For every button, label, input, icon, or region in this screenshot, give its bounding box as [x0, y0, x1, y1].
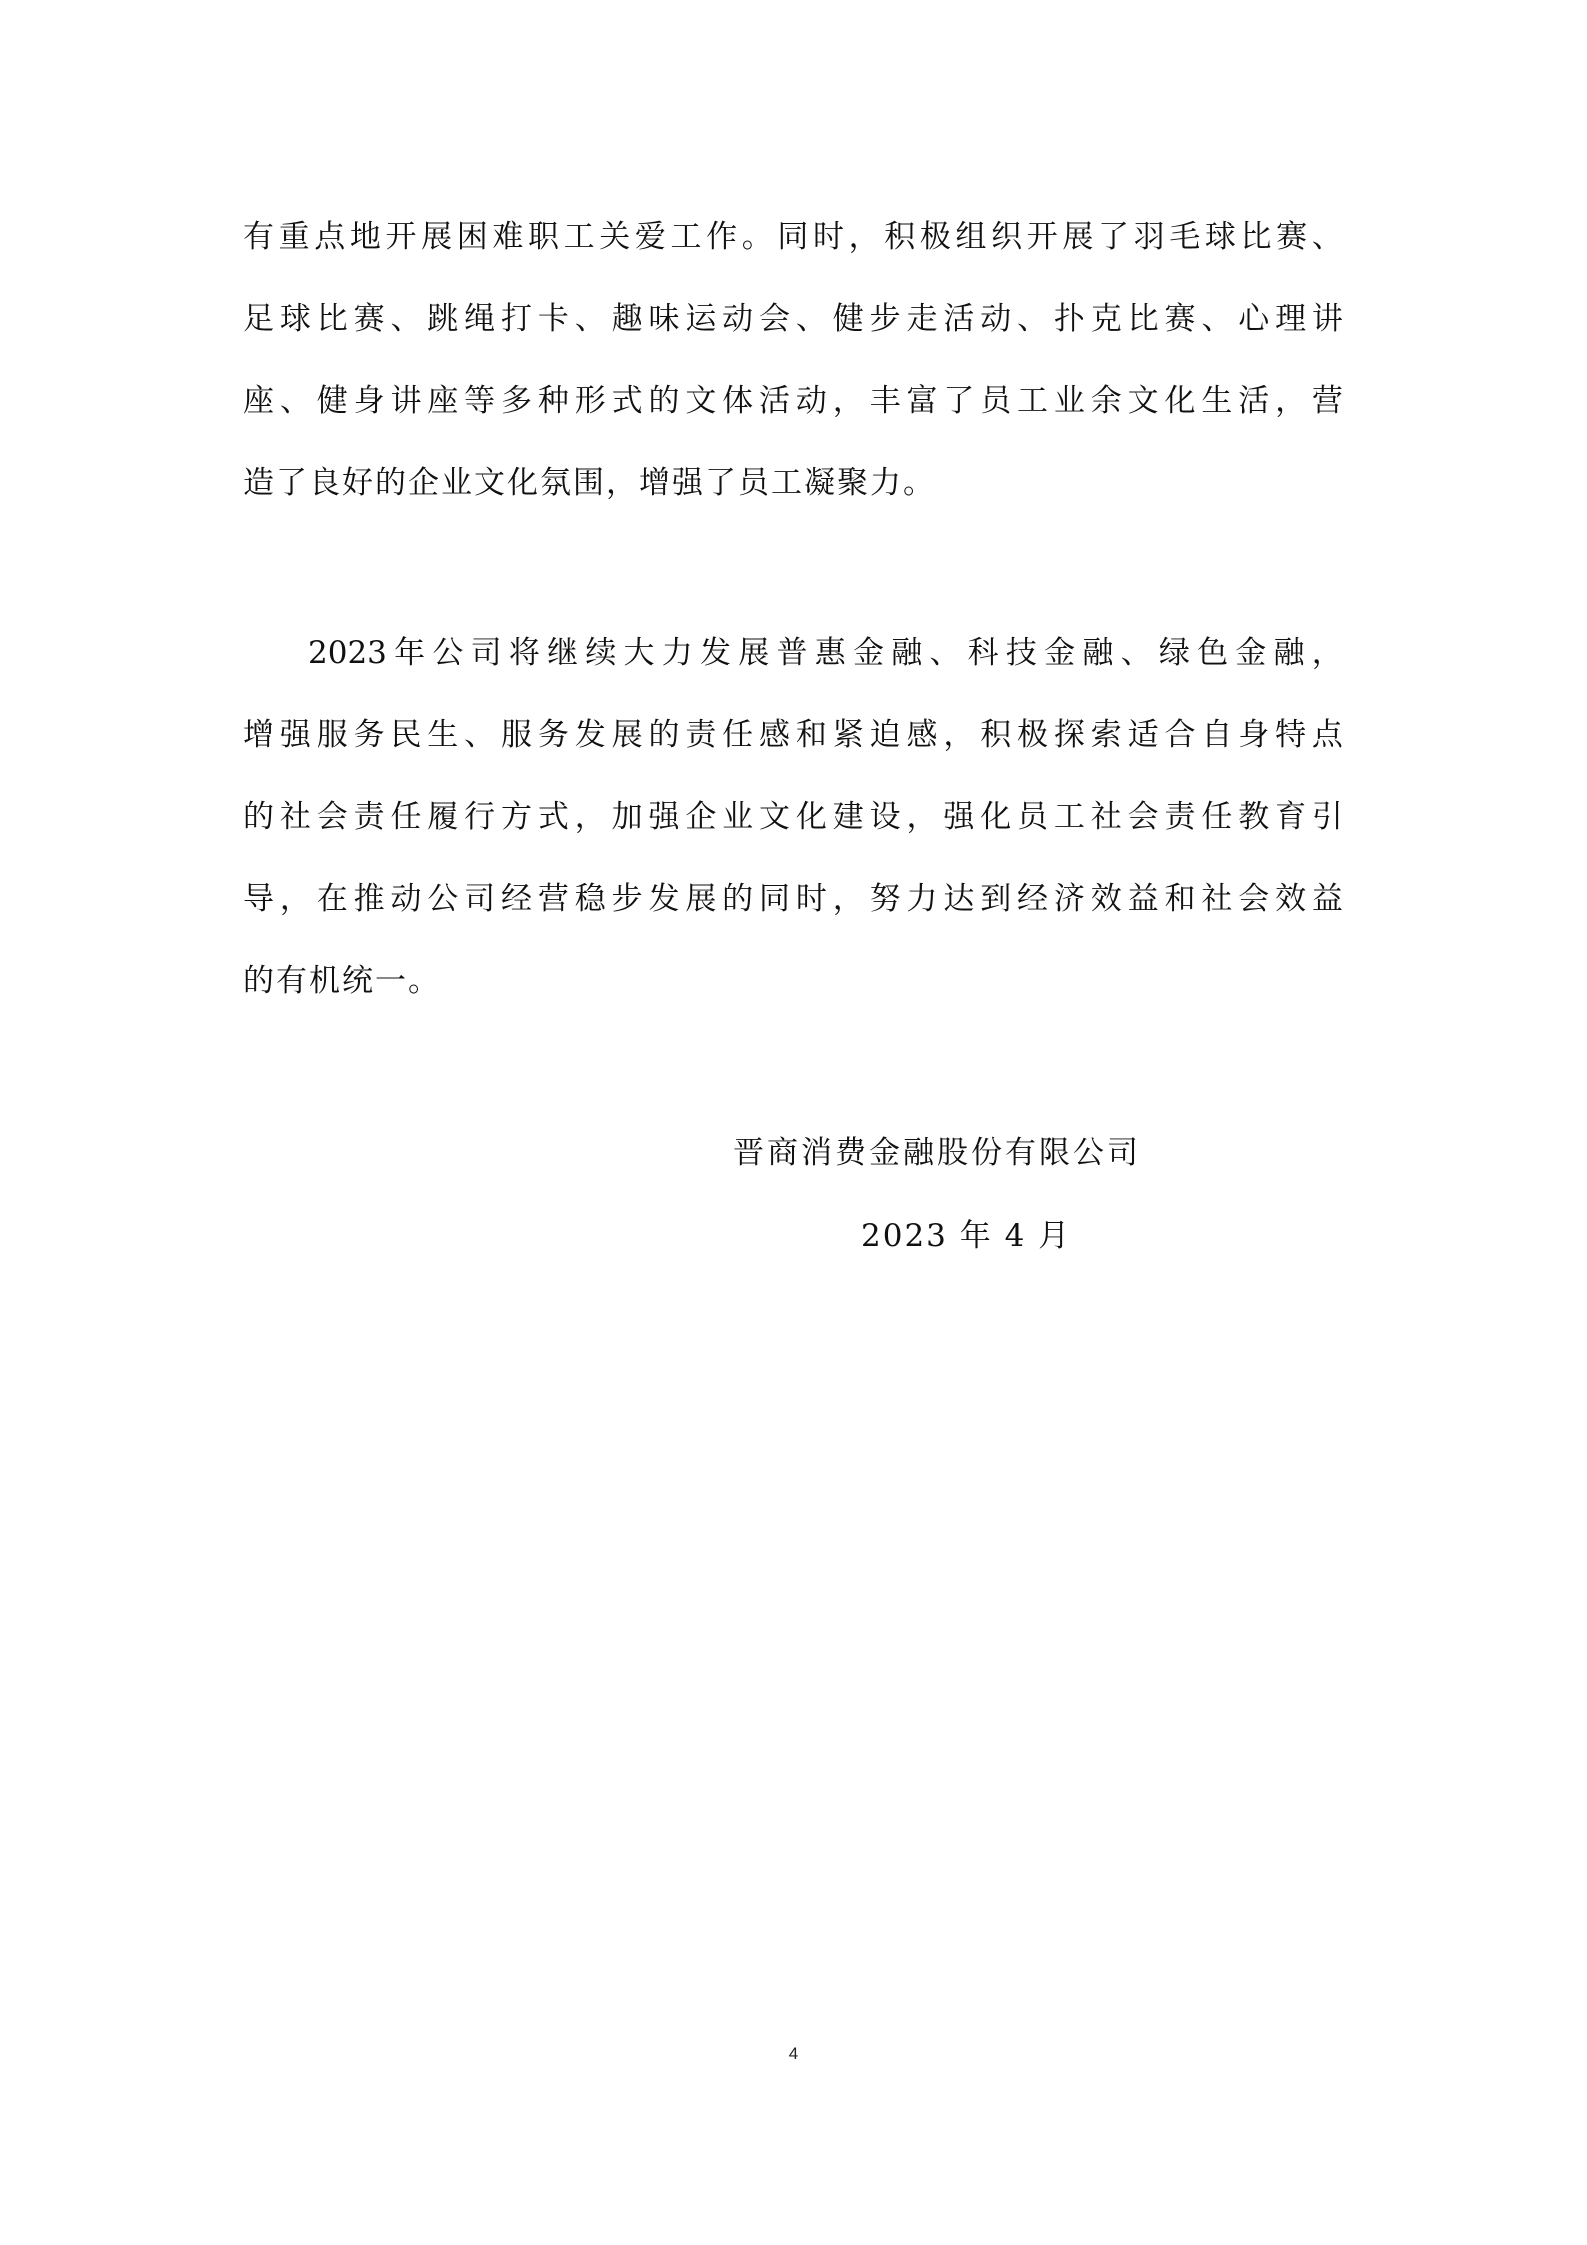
paragraph-1-line-3: 座 、 健 身 讲 座 等 多 种 形 式 的 文 体 活 动 ， 丰 富 了 员 工 业 余 文 化 生 活 ， 营 [243, 383, 1343, 419]
company-signature: 晋商消费金融股份有限公司 [733, 1135, 1141, 1171]
paragraph-1-line-4: 造了良好的企业文化氛围，增强了员工凝聚力。 [243, 465, 936, 501]
paragraph-1-line-2: 足 球 比 赛 、 跳 绳 打 卡 、 趣 味 运 动 会 、 健 步 走 活 动 、 扑 克 比 赛 、 心 理 讲 [243, 301, 1343, 337]
paragraph-2-line-5: 的有机统一。 [243, 963, 441, 999]
paragraph-2-line-4: 导 ， 在 推 动 公 司 经 营 稳 步 发 展 的 同 时 ， 努 力 达 到 经 济 效 益 和 社 会 效 益 [243, 881, 1343, 917]
paragraph-2-line-3: 的 社 会 责 任 履 行 方 式 ， 加 强 企 业 文 化 建 设 ， 强 化 员 工 社 会 责 任 教 育 引 [243, 799, 1343, 835]
page-number: 4 [788, 2044, 799, 2063]
paragraph-2-line-2: 增 强 服 务 民 生 、 服 务 发 展 的 责 任 感 和 紧 迫 感 ， 积 极 探 索 适 合 自 身 特 点 [243, 717, 1343, 753]
paragraph-1-line-1: 有 重 点 地 开 展 困 难 职 工 关 爱 工 作 。 同 时 ， 积 极 组 织 开 展 了 羽 毛 球 比 赛 、 [243, 219, 1343, 255]
signature-date: 2023 年 4 月 [861, 1218, 1072, 1254]
paragraph-2-line-1: 2023 年 公 司 将 继 续 大 力 发 展 普 惠 金 融 、 科 技 金 融 、 绿 色 金 融 ， [308, 635, 1343, 671]
